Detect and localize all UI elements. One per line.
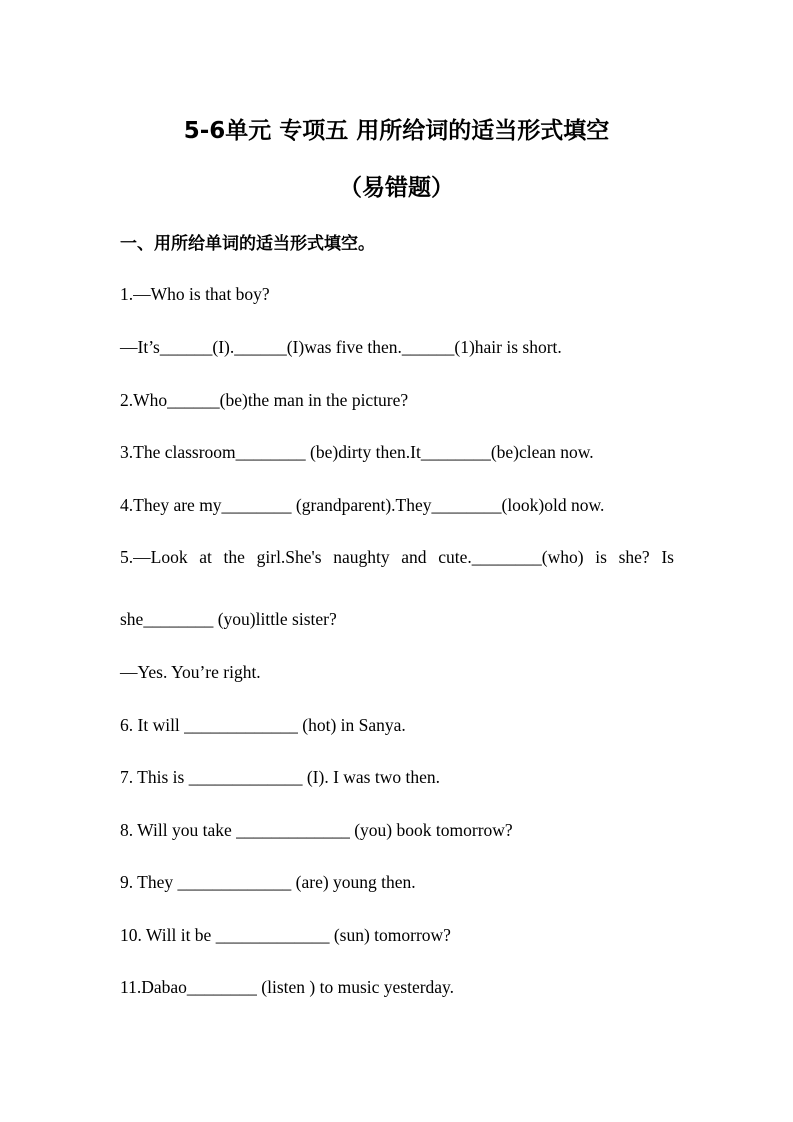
question-4: 4.They are my________ (grandparent).They________(look)old now. <box>120 495 605 515</box>
question-3: 3.The classroom________ (be)dirty then.It________(be)clean now. <box>120 442 594 462</box>
question-6: 6. It will _____________ (hot) in Sanya. <box>120 715 406 735</box>
section-heading: 一、用所给单词的适当形式填空。 <box>120 234 375 254</box>
question-7: 7. This is _____________ (I). I was two then. <box>120 767 440 787</box>
question-5-line-1: 5.—Look at the girl.She's naughty and cute.________(who) is she? Is <box>120 547 674 567</box>
worksheet-subtitle: （易错题） <box>339 175 454 201</box>
question-9: 9. They _____________ (are) young then. <box>120 872 416 892</box>
question-5-line-2: she________ (you)little sister? <box>120 609 337 629</box>
question-5-answer: —Yes. You’re right. <box>120 662 261 682</box>
question-11: 11.Dabao________ (listen ) to music yesterday. <box>120 977 455 997</box>
question-1-answer: —It’s______(I).______(I)was five then.______(1)hair is short. <box>120 337 562 357</box>
question-8: 8. Will you take _____________ (you) book tomorrow? <box>120 820 513 840</box>
question-2: 2.Who______(be)the man in the picture? <box>120 390 409 410</box>
question-10: 10. Will it be _____________ (sun) tomorrow? <box>120 925 451 945</box>
worksheet-title: 5-6单元 专项五 用所给词的适当形式填空 <box>183 118 610 144</box>
question-1-prompt: 1.—Who is that boy? <box>120 284 270 304</box>
